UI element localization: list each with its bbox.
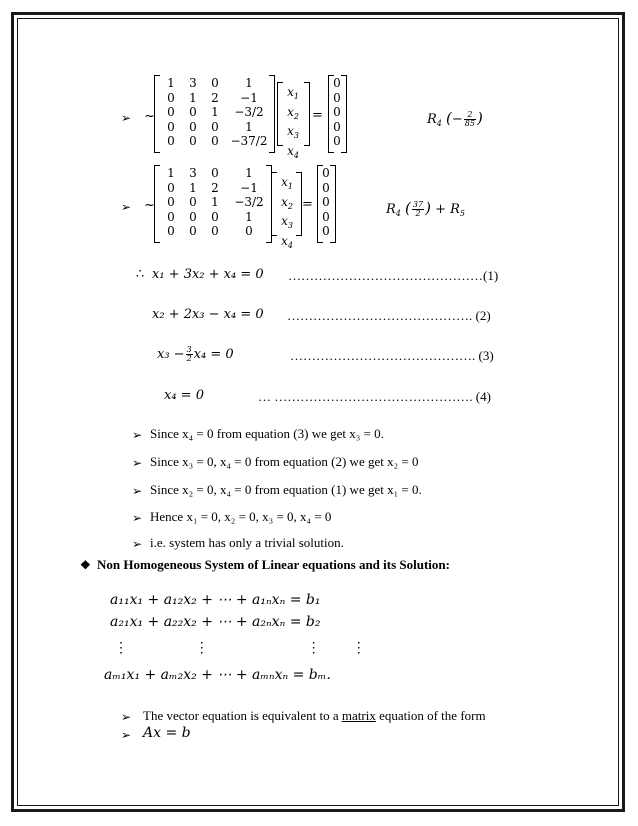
coefficient-cell: 1: [211, 105, 219, 119]
coefficient-cell: 1: [167, 166, 175, 180]
rhs-bracket-right: [330, 165, 336, 243]
deduction-item: i.e. system has only a trivial solution.: [150, 535, 344, 550]
coefficient-cell: 0: [189, 105, 197, 119]
row-operation-label: $R_4$ ( $\frac{37}{2}$ ) + $R_5$: [386, 199, 465, 218]
coefficient-cell: 3: [189, 76, 197, 90]
therefore-symbol: ∴: [136, 267, 145, 282]
equation-2-label: ……………………………………. (2): [287, 308, 491, 323]
coefficient-cell: 0: [211, 76, 219, 90]
coefficient-cell: −3/2: [234, 105, 264, 119]
coefficient-cell: 0: [189, 195, 197, 209]
deduction-item: Since x₄ = 0 from equation (3) we get x₃ = 0.: [150, 426, 384, 441]
bullet-arrow-icon: ➢: [132, 511, 143, 525]
deduction-item: Since x₃ = 0, x₄ = 0 from equation (2) we get x₂ = 0: [150, 454, 419, 469]
bullet-arrow-icon: ➢: [132, 428, 143, 442]
tilde: ~: [144, 109, 155, 124]
coefficient-cell: 0: [211, 224, 219, 238]
coefficient-cell: −37/2: [230, 134, 268, 148]
unknown-entry: $x_3$: [281, 214, 293, 230]
equation-2: x₂ + 2x₃ − x₄ = 0: [152, 307, 264, 322]
coefficient-cell: −1: [240, 90, 258, 105]
coefficient-cell: 0: [167, 134, 175, 148]
rhs-entry: 0: [322, 166, 330, 180]
unknown-entry: $x_2$: [281, 194, 293, 211]
deduction-item: Hence x₁ = 0, x₂ = 0, x₃ = 0, x₄ = 0: [150, 509, 332, 524]
vector-bracket-right: [304, 82, 310, 146]
coefficient-cell: 0: [167, 209, 175, 224]
coefficient-cell: 0: [167, 105, 175, 119]
unknowns-vector: [276, 175, 298, 253]
coefficient-cell: 0: [189, 224, 197, 238]
coefficient-cell: 1: [211, 195, 219, 209]
system-row-m: aₘ₁x₁ + aₘ₂x₂ + ⋯ + aₘₙxₙ = bₘ.: [104, 667, 331, 683]
equation-3-label: ……………………………………. (3): [290, 348, 494, 363]
rhs-entry: 0: [333, 119, 341, 134]
bullet-arrow-icon: ➢: [121, 710, 132, 724]
equation-3: x₃ − $\frac{3}{2}$ x₄ = 0: [157, 345, 234, 363]
coefficient-matrix: [160, 166, 272, 239]
coefficient-cell: 0: [211, 166, 219, 180]
coefficient-cell: 0: [245, 224, 253, 238]
unknown-entry: $x_4$: [287, 143, 299, 160]
coefficient-cell: 0: [167, 195, 175, 209]
rhs-bracket-right: [341, 75, 347, 153]
rhs-entry: 0: [322, 180, 330, 195]
unknowns-vector: [282, 85, 304, 163]
coefficient-cell: 0: [167, 224, 175, 238]
coefficient-cell: 2: [211, 90, 219, 105]
rhs-entry: 0: [333, 134, 341, 148]
rhs-entry: 0: [333, 105, 341, 119]
rhs-entry: 0: [322, 195, 330, 209]
coefficient-cell: 0: [167, 119, 175, 134]
rhs-entry: 0: [333, 90, 341, 105]
coefficient-matrix: [160, 76, 272, 149]
equals-sign: =: [302, 197, 313, 212]
equation-4-label: … ………………………………………. (4): [258, 389, 491, 404]
section-heading: Non Homogeneous System of Linear equations and its Solution:: [97, 557, 450, 572]
bullet-arrow-icon: ➢: [132, 456, 143, 470]
coefficient-cell: 0: [189, 134, 197, 148]
system-vertical-dots: ⋮ ⋮ ⋮ ⋮: [114, 640, 366, 656]
equation-1: x₁ + 3x₂ + x₄ = 0: [152, 267, 264, 282]
rhs-entry: 0: [322, 209, 330, 224]
bullet-arrow-icon: ➢: [121, 200, 132, 214]
bullet-arrow-icon: ➢: [132, 537, 143, 551]
matrix-link[interactable]: matrix: [341, 708, 376, 723]
coefficient-cell: 0: [167, 90, 175, 105]
equation-4: x₄ = 0: [164, 388, 204, 403]
coefficient-cell: 1: [167, 76, 175, 90]
page-border-inner: [17, 18, 619, 806]
matrix-equation-statement: The vector equation is equivalent to a matrix equation of the form: [143, 708, 486, 723]
equation-1-label: ………………………………………(1): [288, 268, 499, 283]
coefficient-cell: 0: [167, 180, 175, 195]
coefficient-cell: 1: [245, 119, 253, 134]
coefficient-cell: 1: [189, 180, 197, 195]
bullet-arrow-icon: ➢: [132, 484, 143, 498]
unknown-entry: $x_1$: [287, 85, 299, 101]
coefficient-cell: 0: [189, 119, 197, 134]
coefficient-cell: 1: [189, 90, 197, 105]
coefficient-cell: −3/2: [234, 195, 264, 209]
rhs-entry: 0: [333, 76, 341, 90]
row-operation-label: $R_4$ (− $\frac{2}{85}$ ): [427, 109, 483, 128]
coefficient-cell: 3: [189, 166, 197, 180]
unknown-entry: $x_4$: [281, 233, 293, 250]
matrix-equation: Ax = b: [143, 725, 191, 741]
coefficient-cell: −1: [240, 180, 258, 195]
system-row-1: a₁₁x₁ + a₁₂x₂ + ⋯ + a₁ₙxₙ = b₁: [110, 592, 321, 608]
system-row-2: a₂₁x₁ + a₂₂x₂ + ⋯ + a₂ₙxₙ = b₂: [110, 614, 321, 630]
equals-sign: =: [312, 108, 323, 123]
deduction-item: Since x₂ = 0, x₄ = 0 from equation (1) we get x₁ = 0.: [150, 482, 422, 497]
coefficient-cell: 1: [245, 209, 253, 224]
rhs-entry: 0: [322, 224, 330, 238]
coefficient-cell: 0: [211, 119, 219, 134]
coefficient-cell: 0: [211, 209, 219, 224]
coefficient-cell: 2: [211, 180, 219, 195]
coefficient-cell: 1: [245, 76, 253, 90]
matrix-bracket-right: [269, 75, 275, 153]
bullet-arrow-icon: ➢: [121, 728, 132, 742]
tilde: ~: [144, 198, 155, 213]
unknown-entry: $x_2$: [287, 104, 299, 121]
unknown-entry: $x_1$: [281, 175, 293, 191]
diamond-bullet-icon: ❖: [80, 558, 91, 572]
coefficient-cell: 0: [211, 134, 219, 148]
bullet-arrow-icon: ➢: [121, 111, 132, 125]
unknown-entry: $x_3$: [287, 124, 299, 140]
coefficient-cell: 1: [245, 166, 253, 180]
coefficient-cell: 0: [189, 209, 197, 224]
